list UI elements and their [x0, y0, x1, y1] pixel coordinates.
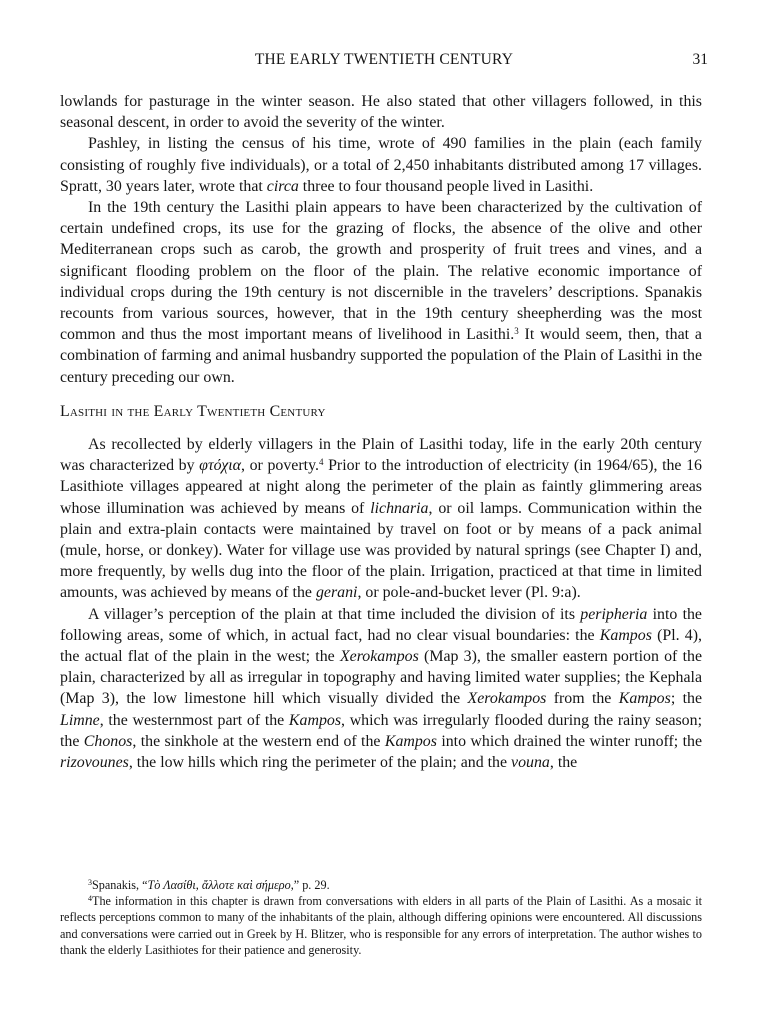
running-header	[60, 51, 708, 75]
italic-term: Kampos	[599, 626, 652, 644]
italic-term: Kampos	[618, 690, 671, 708]
italic-term: Limne	[60, 711, 100, 729]
section-heading: Lasithi in the Early Twentieth Century	[60, 402, 326, 420]
italic-term: Kampos	[288, 711, 342, 729]
paragraph-perception: A villager’s perception of the plain at that time included the division of its peripheria into the following areas, some of which, in actual fact, had no clear visual boundaries: the Kampos (Pl. 4), the actual flat of the plain in the west; the Xerokampos (Map 3), the smaller eastern portion of the plain, characterized by all as irregular in topography and having limited water supplies; the Kephala (Map 3), the low limestone hill which visually divided the Xerokampos from the Kampos; the Limne, the westernmost part of the Kampos, which was irregularly flooded during the rainy season; the Chonos, the sinkhole at the western end of the Kampos into which drained the winter runoff; the rizovounes, the low hills which ring the perimeter of the plain; and the vouna, the	[60, 605, 703, 772]
footnote-ref[interactable]: 3	[514, 326, 519, 337]
footnote-4: $^4$The information in this chapter is drawn from conversations with elders in all parts of the Plain of Lasithi. As a mosaic it reflects perceptions common to many of the inhabitants of the plain, although differing opinions were encountered. All discussions and conversations were carried out in Greek by H. Blitzer, who is responsible for any errors of interpretation. The author wishes to thank the elderly Lasithiotes for their patience and generosity.	[60, 894, 702, 957]
greek-title: Τὸ Λασίθι, ἄλλοτε καὶ σήμερο	[147, 878, 291, 892]
main-text	[60, 91, 702, 773]
italic-term: Kampos	[384, 732, 437, 750]
footnote-ref[interactable]: 4	[318, 457, 324, 468]
footnote-mark: 3	[88, 878, 92, 887]
footnote-3: $^3$Spanakis, “Τὸ Λασίθι, ἄλλοτε καὶ σήμερο,” p. 29.	[88, 878, 330, 892]
footnotes	[60, 877, 702, 958]
greek-term: φτόχια	[199, 457, 242, 475]
italic-term: lichnaria	[370, 499, 429, 517]
footnote-mark: 4	[88, 894, 92, 904]
italic-term: vouna	[511, 754, 550, 772]
running-title: THE EARLY TWENTIETH CENTURY	[254, 51, 514, 68]
italic-term: circa	[266, 177, 299, 195]
italic-term: gerani	[315, 584, 358, 602]
italic-term: rizovounes	[60, 754, 129, 772]
paragraph-continued: lowlands for pasturage in the winter season. He also stated that other villagers followed, in this seasonal descent, in order to avoid the severity of the winter.	[60, 93, 702, 132]
italic-term: Xerokampos	[467, 690, 547, 708]
italic-term: peripheria	[580, 605, 648, 623]
paragraph-pashley: Pashley, in listing the census of his time, wrote of 490 families in the plain (each family consisting of roughly five individuals), or a total of 2,450 inhabitants distributed among 17 villages. Spratt, 30 years later, wrote that circa three to four thousand people lived in Lasithi.	[60, 135, 702, 195]
paragraph-19th-century: In the 19th century the Lasithi plain appears to have been characterized by the cultivation of certain undefined crops, its use for the grazing of flocks, the absence of the olive and other Mediterranean crops such as carob, the growth and prosperity of fruit trees and vines, and a significant flooding problem on the floor of the plain. The relative economic importance of individual crops during the 19th century is not discernible in the travelers’ descriptions. Spanakis recounts from various sources, however, that in the 19th century sheepherding was the most common and thus the most important means of livelihood in Lasithi.$^3$ It would seem, then, that a combination of farming and animal husbandry supported the population of the Plain of Lasithi in the century preceding our own.	[60, 199, 702, 386]
paragraph-recollection: As recollected by elderly villagers in the Plain of Lasithi today, life in the early 20th century was characterized by φτόχια, or poverty.$^4$ Prior to the introduction of electricity (in 1964/65), the 16 Lasithiote villages appeared at night along the perimeter of the plain as faintly glimmering areas whose illumination was achieved by means of lichnaria, or oil lamps. Communication within the plain and extra-plain contacts were maintained by travel on foot or by means of a pack animal (mule, horse, or donkey). Water for village use was provided by natural springs (see Chapter I) and, more frequently, by wells dug into the floor of the plain. Irrigation, practiced at that time in limited amounts, was achieved by means of the gerani, or pole-and-bucket lever (Pl. 9:a).	[60, 436, 703, 602]
italic-term: Chonos	[83, 732, 133, 750]
page-number: 31	[692, 51, 708, 68]
italic-term: Xerokampos	[339, 648, 419, 666]
